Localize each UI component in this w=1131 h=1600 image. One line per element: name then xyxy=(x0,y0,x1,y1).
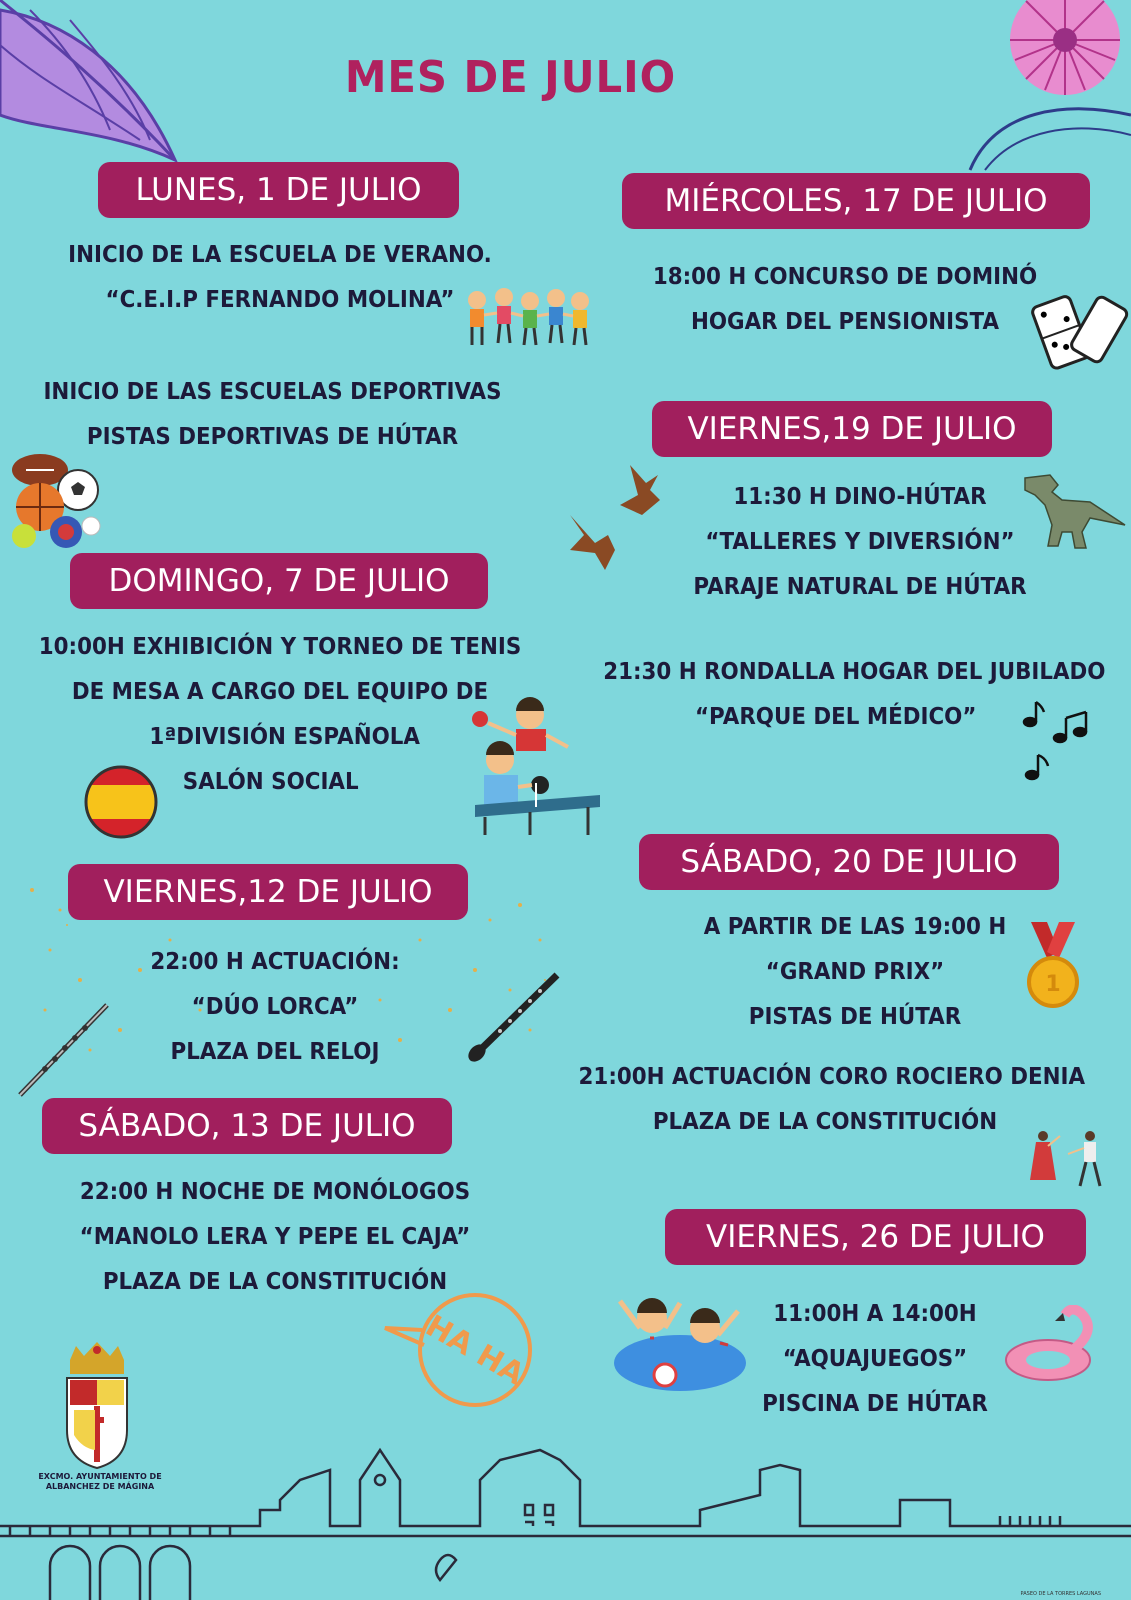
event-line: SALÓN SOCIAL xyxy=(182,769,359,795)
event-line: PLAZA DE LA CONSTITUCIÓN xyxy=(652,1109,998,1135)
crest-line: EXCMO. AYUNTAMIENTO DE xyxy=(38,1472,162,1481)
children-playing-icon xyxy=(462,285,592,350)
event-line: 11:00H A 14:00H xyxy=(773,1301,977,1327)
event-line: “C.E.I.P FERNANDO MOLINA” xyxy=(105,287,455,313)
day-viernes-19: VIERNES,19 DE JULIO xyxy=(652,401,1052,457)
event-grand-prix xyxy=(636,905,1073,1040)
event-line: A PARTIR DE LAS 19:00 H xyxy=(703,914,1007,940)
event-coro-rociero xyxy=(578,1055,1086,1145)
day-viernes-26: VIERNES, 26 DE JULIO xyxy=(665,1209,1086,1265)
event-line: INICIO DE LA ESCUELA DE VERANO. xyxy=(68,242,492,268)
event-line: INICIO DE LAS ESCUELAS DEPORTIVAS xyxy=(43,379,502,405)
town-skyline-outline xyxy=(0,1440,1131,1600)
music-notes-icon xyxy=(1022,700,1092,785)
day-lunes-1: LUNES, 1 DE JULIO xyxy=(98,162,459,218)
day-sabado-20: SÁBADO, 20 DE JULIO xyxy=(639,834,1059,890)
event-line: PLAZA DE LA CONSTITUCIÓN xyxy=(102,1269,448,1295)
event-line: DE MESA A CARGO DEL EQUIPO DE xyxy=(71,679,489,705)
day-domingo-7: DOMINGO, 7 DE JULIO xyxy=(70,553,488,609)
svg-text:1: 1 xyxy=(1045,972,1061,997)
flamingo-float-icon xyxy=(1003,1305,1103,1385)
spain-flag-icon xyxy=(84,765,158,839)
event-escuelas-deportivas xyxy=(38,370,508,460)
page-title: MES DE JULIO xyxy=(344,52,677,103)
laugh-text: HA HA xyxy=(419,1308,530,1393)
event-line: “TALLERES Y DIVERSIÓN” xyxy=(705,529,1015,555)
credit-text: PASEO DE LA TORRES LAGUNAS xyxy=(1020,1591,1101,1597)
event-rondalla xyxy=(603,650,1106,740)
event-line: 22:00 H NOCHE DE MONÓLOGOS xyxy=(79,1179,471,1205)
event-line: “PARQUE DEL MÉDICO” xyxy=(694,704,977,730)
event-line: PLAZA DEL RELOJ xyxy=(170,1039,380,1065)
day-sabado-13: SÁBADO, 13 DE JULIO xyxy=(42,1098,452,1154)
sports-balls-icon xyxy=(6,452,106,552)
crest-line: ALBANCHEZ DE MÁGINA xyxy=(45,1482,155,1491)
event-line: 11:30 H DINO-HÚTAR xyxy=(733,484,987,510)
event-line: 21:30 H RONDALLA HOGAR DEL JUBILADO xyxy=(603,659,1106,685)
domino-icon xyxy=(1030,290,1130,375)
event-line: “AQUAJUEGOS” xyxy=(782,1346,968,1372)
event-line: PARAJE NATURAL DE HÚTAR xyxy=(693,574,1027,600)
flamenco-dancers-icon xyxy=(1028,1128,1113,1190)
medal-icon xyxy=(1025,922,1081,1012)
event-line: 10:00H EXHIBICIÓN Y TORNEO DE TENIS xyxy=(38,634,522,660)
clarinet-icon xyxy=(465,970,565,1065)
event-line: 22:00 H ACTUACIÓN: xyxy=(150,949,400,975)
day-miercoles-17: MIÉRCOLES, 17 DE JULIO xyxy=(622,173,1090,229)
day-viernes-12: VIERNES,12 DE JULIO xyxy=(68,864,468,920)
laugh-bubble-icon xyxy=(380,1290,540,1420)
flute-icon xyxy=(15,1000,115,1100)
event-dino-hutar xyxy=(637,475,1083,610)
event-line: PISTAS DE HÚTAR xyxy=(748,1004,962,1030)
event-domino xyxy=(626,255,1063,345)
event-line: “MANOLO LERA Y PEPE EL CAJA” xyxy=(79,1224,471,1250)
event-line: “DÚO LORCA” xyxy=(191,994,359,1020)
event-line: PISTAS DEPORTIVAS DE HÚTAR xyxy=(86,424,459,450)
event-line: HOGAR DEL PENSIONISTA xyxy=(690,309,1000,335)
event-line: 21:00H ACTUACIÓN CORO ROCIERO DENIA xyxy=(578,1064,1086,1090)
dinosaur-icon xyxy=(1020,470,1130,550)
event-line: 18:00 H CONCURSO DE DOMINÓ xyxy=(652,264,1038,290)
kids-swimming-icon xyxy=(610,1283,750,1393)
event-line: “GRAND PRIX” xyxy=(765,959,945,985)
event-escuela-verano xyxy=(48,233,513,323)
event-duo-lorca xyxy=(75,940,475,1075)
event-aquajuegos xyxy=(740,1292,1010,1427)
event-line: 1ªDIVISIÓN ESPAÑOLA xyxy=(149,724,420,750)
event-line: PISCINA DE HÚTAR xyxy=(762,1391,988,1417)
event-monologos xyxy=(52,1170,498,1305)
